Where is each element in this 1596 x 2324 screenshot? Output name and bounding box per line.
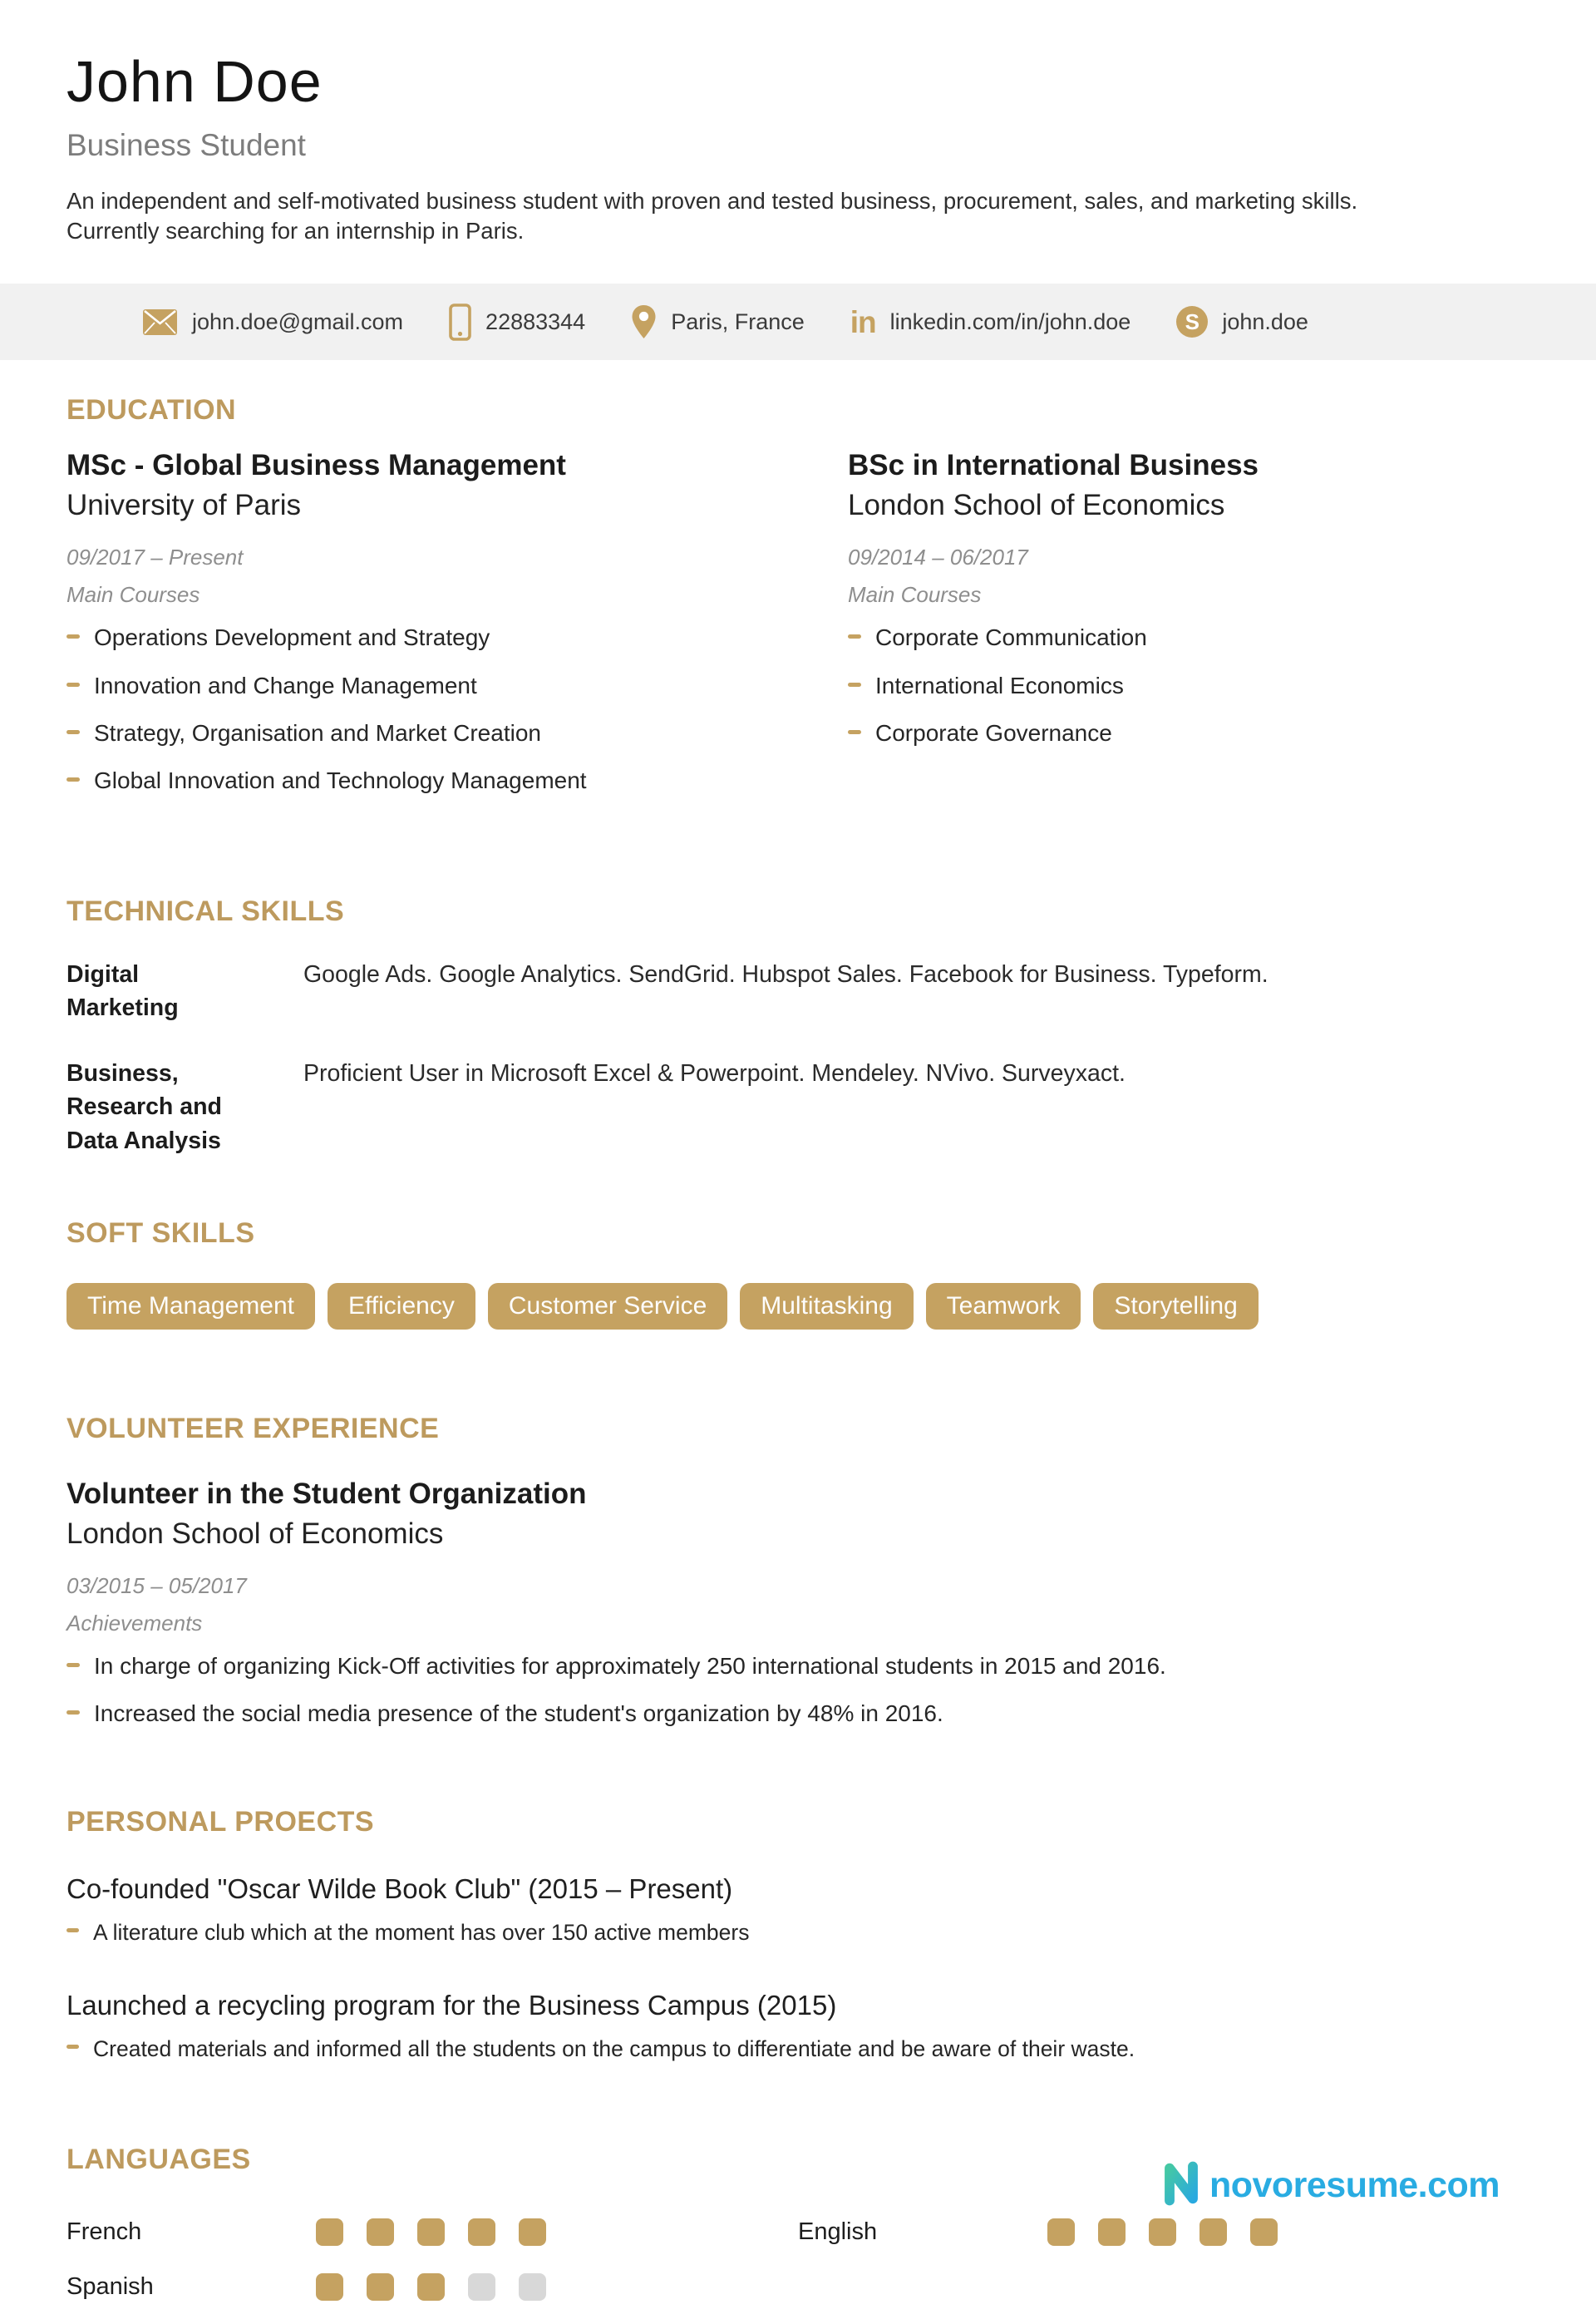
course-text: International Economics: [875, 672, 1124, 698]
level-square-filled: [316, 2218, 343, 2246]
course-text: Operations Development and Strategy: [94, 624, 490, 651]
achievement-item: [66, 1651, 1530, 1681]
achievement-item: [66, 1699, 1530, 1729]
section-soft-skills: [66, 1217, 1530, 1330]
course-item: [66, 718, 848, 748]
email-icon: [142, 308, 178, 336]
soft-skills-heading: SOFT SKILLS: [66, 1217, 255, 1250]
level-square-filled: [316, 2273, 343, 2301]
location-pin-icon: [631, 304, 657, 339]
project-title: Co-founded "Oscar Wilde Book Club" (2015 – Present): [66, 1873, 733, 1904]
course-text: Global Innovation and Technology Management: [94, 767, 587, 794]
soft-skill-pill: Efficiency: [328, 1283, 475, 1330]
project-bullet-item: [66, 1918, 1530, 1947]
project-bullet-item: [66, 2035, 1530, 2063]
course-item: [66, 766, 848, 796]
level-square-filled: [468, 2218, 495, 2246]
dash-bullet-icon: [848, 683, 861, 687]
degree-title: BSc in International Business: [848, 449, 1259, 482]
education-entry-bsc: [848, 448, 1530, 814]
education-dates: 09/2017 – Present: [66, 545, 244, 570]
course-text: Corporate Communication: [875, 624, 1147, 651]
achievement-text: Increased the social media presence of the student's organization by 48% in 2016.: [94, 1700, 943, 1727]
language-row-english: [798, 2214, 1530, 2251]
technical-skills-heading: TECHNICAL SKILLS: [66, 895, 345, 927]
achievements-list: [66, 1651, 1530, 1729]
resume-header: [0, 0, 1596, 247]
language-name: French: [66, 2218, 142, 2246]
course-text: Innovation and Change Management: [94, 672, 477, 698]
education-grid: [66, 448, 1530, 814]
soft-skill-pill: Teamwork: [926, 1283, 1081, 1330]
course-item: [66, 623, 848, 653]
summary-text: An independent and self-motivated business student with proven and tested business, procurement, sales, and marketing skills. Currently searching for an internship in Paris.: [66, 187, 1358, 244]
education-heading: EDUCATION: [66, 394, 237, 427]
person-name: John Doe: [66, 49, 323, 114]
language-row-spanish: [66, 2269, 798, 2306]
school-name: University of Paris: [66, 489, 302, 522]
novoresume-wordmark: novoresume.com: [1209, 2165, 1500, 2205]
level-square-filled: [1199, 2218, 1227, 2246]
volunteer-title: Volunteer in the Student Organization: [66, 1478, 587, 1511]
project-title: Launched a recycling program for the Business Campus (2015): [66, 1990, 837, 2021]
course-item: [66, 671, 848, 701]
volunteer-heading: VOLUNTEER EXPERIENCE: [66, 1413, 440, 1445]
technical-skill-row: [66, 958, 1530, 1025]
dash-bullet-icon: [66, 634, 80, 639]
skill-category-value: Google Ads. Google Analytics. SendGrid. Hubspot Sales. Facebook for Business. Typeform.: [303, 960, 1268, 988]
education-dates: 09/2014 – 06/2017: [848, 545, 1028, 570]
dash-bullet-icon: [66, 1710, 80, 1715]
soft-skill-pill: Time Management: [66, 1283, 315, 1330]
novoresume-n-icon: [1160, 2160, 1203, 2211]
person-job-title: Business Student: [66, 127, 306, 162]
dash-bullet-icon: [848, 634, 861, 639]
soft-skill-pill: Storytelling: [1093, 1283, 1258, 1330]
soft-skills-pills: [66, 1283, 1530, 1330]
achievement-text: In charge of organizing Kick-Off activities for approximately 250 international students in 2015 and 2016.: [94, 1653, 1166, 1680]
skype-icon: [1176, 306, 1208, 338]
level-square-filled: [1098, 2218, 1126, 2246]
level-square-filled: [519, 2218, 546, 2246]
contact-location-text: Paris, France: [671, 308, 805, 334]
contact-linkedin-text: linkedin.com/in/john.doe: [889, 308, 1131, 334]
dash-bullet-icon: [66, 683, 80, 687]
contact-phone: [449, 303, 585, 341]
language-level-squares: [316, 2273, 546, 2301]
degree-title: MSc - Global Business Management: [66, 449, 566, 482]
skill-category-value: Proficient User in Microsoft Excel & Powerpoint. Mendeley. NVivo. Surveyxact.: [303, 1059, 1126, 1087]
languages-grid: [66, 2214, 1530, 2324]
languages-heading: LANGUAGES: [66, 2143, 251, 2175]
level-square-filled: [417, 2218, 445, 2246]
courses-label: Main Courses: [848, 582, 982, 608]
level-square-empty: [468, 2273, 495, 2301]
contact-location: [631, 304, 805, 339]
linkedin-icon: [850, 307, 876, 338]
dash-bullet-icon: [66, 2045, 79, 2049]
soft-skill-pill: Customer Service: [488, 1283, 727, 1330]
technical-skill-row: [66, 1057, 1530, 1157]
volunteer-dates: 03/2015 – 05/2017: [66, 1573, 247, 1599]
courses-label: Main Courses: [66, 582, 200, 608]
language-level-squares: [1047, 2218, 1278, 2246]
novoresume-logo[interactable]: [1160, 2160, 1500, 2211]
language-level-squares: [316, 2218, 546, 2246]
skill-category-label: Business, Research and Data Analysis: [66, 1059, 222, 1154]
soft-skill-pill: Multitasking: [740, 1283, 913, 1330]
technical-skills-rows: [66, 958, 1530, 1157]
language-row-french: [66, 2214, 798, 2251]
level-square-empty: [519, 2273, 546, 2301]
courses-list: [66, 623, 848, 797]
section-volunteer-experience: [66, 1413, 1530, 1729]
achievements-label: Achievements: [66, 1611, 203, 1636]
dash-bullet-icon: [66, 730, 80, 734]
section-technical-skills: [66, 896, 1530, 1157]
education-entry-msc: [66, 448, 848, 814]
course-text: Corporate Governance: [875, 719, 1112, 746]
contact-email[interactable]: [142, 308, 403, 336]
level-square-filled: [1149, 2218, 1176, 2246]
dash-bullet-icon: [848, 730, 861, 734]
dash-bullet-icon: [66, 777, 80, 782]
course-item: [848, 671, 1530, 701]
course-item: [848, 718, 1530, 748]
language-name: Spanish: [66, 2273, 154, 2301]
course-text: Strategy, Organisation and Market Creation: [94, 719, 541, 746]
school-name: London School of Economics: [848, 489, 1225, 522]
dash-bullet-icon: [66, 1928, 79, 1932]
courses-list: [848, 623, 1530, 748]
skill-category-label: Digital Marketing: [66, 960, 179, 1022]
level-square-filled: [1250, 2218, 1278, 2246]
contact-skype-text: john.doe: [1222, 308, 1308, 334]
level-square-filled: [417, 2273, 445, 2301]
project-bullets: [66, 1918, 1530, 1947]
project-entry: [66, 1990, 1530, 2063]
level-square-filled: [367, 2273, 394, 2301]
level-square-filled: [367, 2218, 394, 2246]
level-square-filled: [1047, 2218, 1075, 2246]
contact-email-text: john.doe@gmail.com: [192, 308, 404, 334]
project-entry: [66, 1873, 1530, 1947]
contact-phone-text: 22883344: [485, 308, 586, 334]
dash-bullet-icon: [66, 1663, 80, 1667]
projects-heading: PERSONAL PROECTS: [66, 1805, 375, 1838]
project-bullet-text: Created materials and informed all the students on the campus to differentiate and be aware of their waste.: [93, 2036, 1135, 2062]
language-name: English: [798, 2218, 878, 2246]
project-bullets: [66, 2035, 1530, 2063]
section-education: [66, 394, 1530, 814]
contact-linkedin[interactable]: [850, 307, 1131, 338]
project-bullet-text: A literature club which at the moment has over 150 active members: [93, 1919, 750, 1945]
volunteer-org: London School of Economics: [66, 1517, 444, 1551]
contact-skype[interactable]: [1176, 306, 1308, 338]
contact-bar: [0, 284, 1596, 360]
phone-icon: [449, 303, 471, 341]
course-item: [848, 623, 1530, 653]
section-personal-projects: [66, 1806, 1530, 2064]
